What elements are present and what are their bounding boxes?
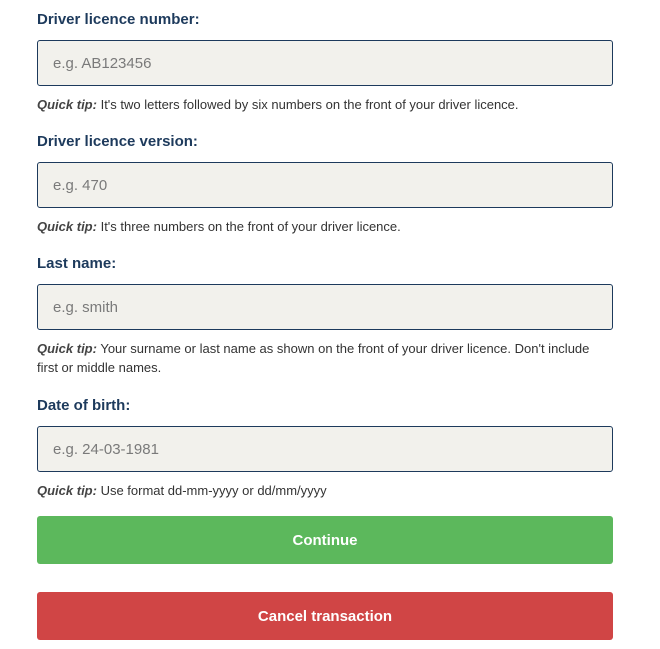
tip-text: It's two letters followed by six numbers on the front of your driver licence.	[100, 97, 519, 112]
licence-version-label: Driver licence version:	[37, 133, 198, 150]
tip-label: Quick tip:	[37, 483, 97, 498]
licence-version-input[interactable]	[37, 162, 613, 208]
tip-label: Quick tip:	[37, 97, 97, 112]
date-of-birth-tip	[37, 481, 613, 500]
date-of-birth-input[interactable]	[37, 426, 613, 472]
licence-number-tip	[37, 95, 613, 114]
licence-version-tip	[37, 217, 613, 236]
licence-number-label: Driver licence number:	[37, 11, 200, 28]
licence-number-input[interactable]	[37, 40, 613, 86]
tip-text: Your surname or last name as shown on the front of your driver licence. Don't include first or middle names.	[37, 341, 590, 375]
date-of-birth-label: Date of birth:	[37, 397, 131, 414]
tip-label: Quick tip:	[37, 219, 97, 234]
tip-text: Use format dd-mm-yyyy or dd/mm/yyyy	[100, 483, 327, 498]
tip-label: Quick tip:	[37, 341, 97, 356]
cancel-transaction-button[interactable]: Cancel transaction	[37, 592, 613, 640]
continue-button[interactable]: Continue	[37, 516, 613, 564]
last-name-label: Last name:	[37, 255, 117, 272]
tip-text: It's three numbers on the front of your driver licence.	[100, 219, 401, 234]
last-name-input[interactable]	[37, 284, 613, 330]
last-name-tip	[37, 339, 613, 377]
